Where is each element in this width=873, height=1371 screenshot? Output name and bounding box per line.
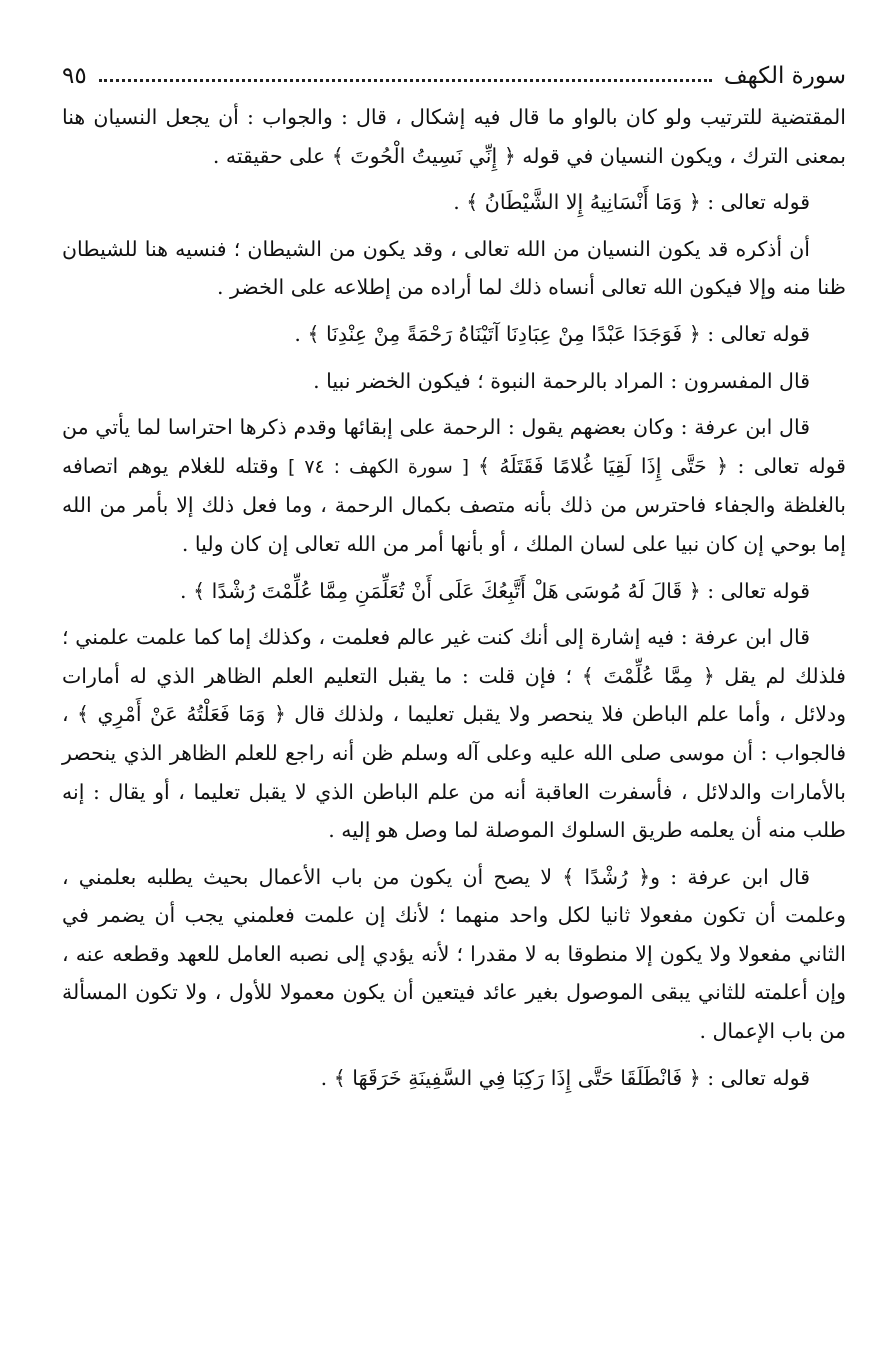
paragraph-text: على حقيقته . xyxy=(212,143,332,168)
quran-quote: ﴿ فَانْطَلَقَا حَتَّى إِذَا رَكِبَا فِي السَّفِينَةِ خَرَقَهَا ﴾ xyxy=(333,1065,701,1090)
quran-quote: ﴿ وَمَا أَنْسَانِيهُ إِلا الشَّيْطَانُ ﴾ xyxy=(466,190,701,215)
paragraph-text: قوله تعالى : xyxy=(700,1065,810,1090)
quran-quote: ﴿ فَوَجَدَا عَبْدًا مِنْ عِبَادِنَا آتَيْنَاهُ رَحْمَةً مِنْ عِنْدِنَا ﴾ xyxy=(307,321,701,346)
quran-quote: ﴿ حَتَّى إِذَا لَقِيَا غُلامًا فَقَتَلَهُ ﴾ xyxy=(477,453,729,478)
paragraph xyxy=(62,858,846,1051)
paragraph-text: ، فالجواب : أن موسى صلى الله عليه وعلى آله وسلم ظن أنه راجع للعلم الظاهر الذي ينحصر بالأمارات والدلائل ، فأسفرت العاقبة أنه من علم الباطن الذي لا يقبل تعليما ، أو يقال : إنه طلب منه أن يعلمه طريق السلوك الموصلة لما وصل هو إليه . xyxy=(62,702,846,843)
running-header xyxy=(62,56,846,96)
paragraph-text: المقتضية للترتيب ولو كان بالواو ما قال فيه إشكال ، قال : والجواب : أن يجعل النسيان هنا بمعنى الترك ، ويكون النسيان في قوله xyxy=(62,105,846,168)
quran-quote: ﴿ رُشْدًا ﴾ xyxy=(562,864,651,889)
quran-quote: ﴿ إِنِّي نَسِيتُ الْحُوتَ ﴾ xyxy=(331,143,516,168)
quran-quote: ﴿ مِمَّا عُلِّمْتَ ﴾ xyxy=(581,663,715,688)
surah-title: سورة الكهف xyxy=(723,63,846,89)
paragraph-text: . xyxy=(294,321,308,346)
verse-reference: [ سورة الكهف : ٧٤ ] xyxy=(288,455,478,478)
paragraph-text: قوله تعالى : xyxy=(700,190,810,215)
paragraph-text: أن أذكره قد يكون النسيان من الله تعالى ، وقد يكون من الشيطان ؛ فنسيه هنا للشيطان ظنا منه وإلا فيكون الله تعالى أنساه ذلك لما أراده من إطلاعه على الخضر . xyxy=(62,236,846,300)
paragraph-text: ؛ فإن قلت : ما يقبل التعليم العلم الظاهر الذي له أمارات ودلائل ، وأما علم الباطن فلا ينحصر ولا يقبل تعليما ، ولذلك قال xyxy=(62,663,846,727)
paragraph-text: قوله تعالى : xyxy=(700,321,810,346)
paragraph-text: قال ابن عرفة : وكان بعضهم يقول : الرحمة على إبقائها وقدم ذكرها احتراسا لما يأتي من قوله تعالى : xyxy=(62,415,846,478)
paragraph-text: وقتله للغلام يوهم اتصافه بالغلظة والجفاء فاحترس من ذلك بأنه متصف بكمال الرحمة ، وما فعل ذلك إلا بأمر من الله إما بوحي إن كان نبيا على لسان الملك ، أو بأنها أمر من الله تعالى إن كان وليا . xyxy=(62,453,846,556)
header-dotted-leader xyxy=(99,79,712,82)
paragraph-text: قوله تعالى : xyxy=(700,578,810,603)
paragraph-text: قال ابن عرفة : فيه إشارة إلى أنك كنت غير عالم فعلمت ، وكذلك إما كما علمت علمني ؛ فلذلك لم يقل xyxy=(62,625,846,688)
paragraph xyxy=(62,230,846,307)
paragraph xyxy=(62,572,846,611)
page-number: ٩٥ xyxy=(62,63,87,89)
paragraph xyxy=(62,315,846,354)
page-body xyxy=(62,98,846,1097)
paragraph xyxy=(62,98,846,175)
quran-quote: ﴿ قَالَ لَهُ مُوسَى هَلْ أَتَّبِعُكَ عَلَى أَنْ تُعَلِّمَنِ مِمَّا عُلِّمْتَ رُشْدًا ﴾ xyxy=(193,578,701,603)
quran-quote: ﴿ وَمَا فَعَلْتُهُ عَنْ أَمْرِي ﴾ xyxy=(77,702,286,727)
paragraph xyxy=(62,362,846,401)
paragraph xyxy=(62,618,846,850)
paragraph xyxy=(62,1059,846,1098)
paragraph-text: . xyxy=(320,1065,334,1090)
paragraph-text: قال المفسرون : المراد بالرحمة النبوة ؛ فيكون الخضر نبيا . xyxy=(313,368,810,393)
paragraph-text: قال ابن عرفة : و xyxy=(650,864,810,889)
paragraph-text: . xyxy=(453,190,467,215)
paragraph xyxy=(62,183,846,222)
book-page xyxy=(62,56,846,1105)
paragraph-text: . xyxy=(180,578,194,603)
paragraph-text: لا يصح أن يكون من باب الأعمال بحيث يطلبه بعلمني ، وعلمت أن تكون مفعولا ثانيا لكل واحد منهما ؛ لأنك إن علمت فعلمني يجب أن يضمر في الثاني مفعولا ولا يكون إلا منطوقا به لا مقدرا ؛ لأنه يؤدي إلى نصبه العامل للعهد وقطعه عنه ، وإن أعلمته للثاني يبقى الموصول بغير عائد فيتعين أن يكون معمولا للأول ، ولا تكون المسألة من باب الإعمال . xyxy=(62,864,846,1044)
paragraph xyxy=(62,408,846,563)
